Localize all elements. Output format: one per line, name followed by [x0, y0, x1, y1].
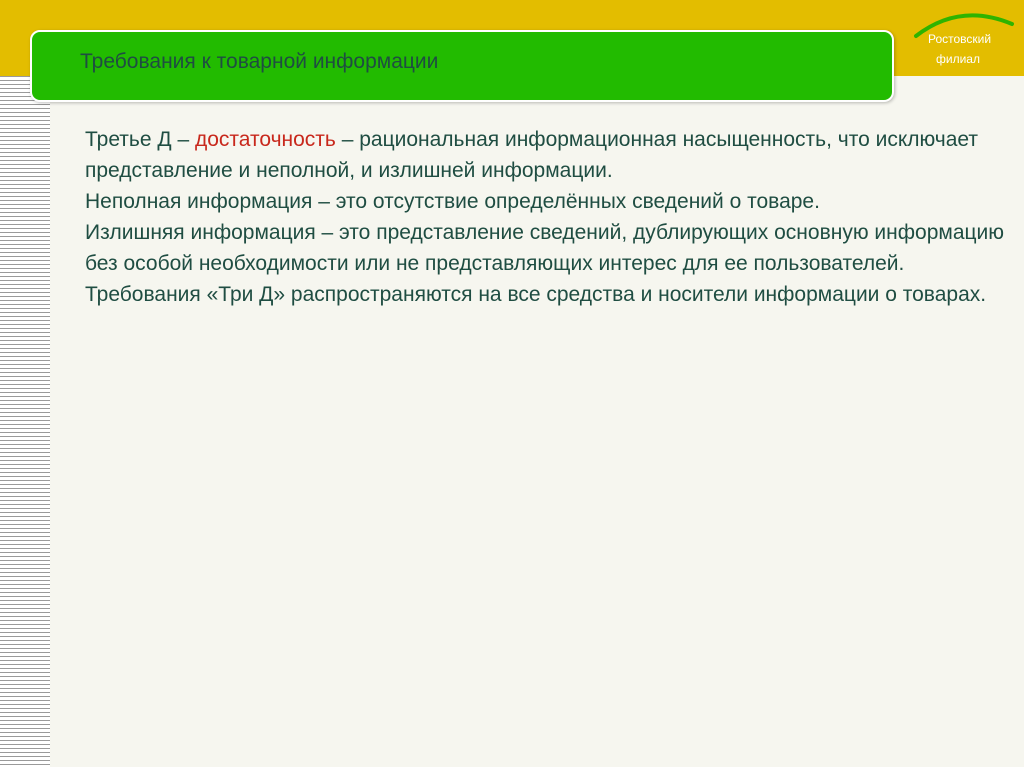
- paragraph-sufficiency: [85, 124, 1007, 186]
- logo-text-line1: Ростовский: [928, 32, 992, 46]
- paragraph-prefix: Третье Д –: [85, 128, 195, 151]
- logo: [912, 6, 1016, 70]
- side-stripes: [0, 76, 50, 767]
- slide-title: Требования к товарной информации: [80, 50, 439, 73]
- term-sufficiency: достаточность: [194, 128, 336, 151]
- slide-body: [85, 124, 1007, 310]
- paragraph-three-d: Требования «Три Д» распространяются на все средства и носители информации о товарах.: [85, 283, 987, 306]
- paragraph-suffix: – рациональная информационная насыщенность, что исключает представление и неполной, и излишней информации.: [85, 128, 979, 182]
- title-banner: [30, 30, 894, 102]
- logo-text-line2: филиал: [936, 52, 980, 66]
- paragraph-incomplete-info: Неполная информация – это отсутствие определённых сведений о товаре.: [85, 190, 820, 213]
- paragraph-excess-info: Излишняя информация – это представление сведений, дублирующих основную информацию без особой необходимости или не представляющих интерес для ее пользователей.: [85, 221, 1005, 275]
